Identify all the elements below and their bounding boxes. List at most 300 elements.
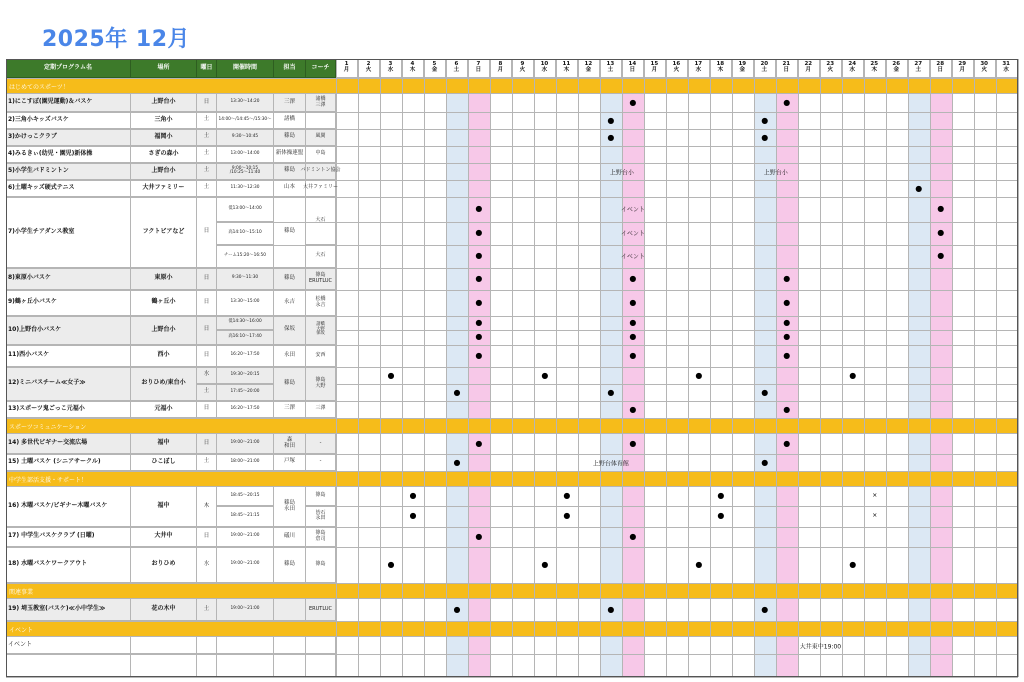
day-header-14: [622, 59, 644, 78]
event-note: イベント: [620, 230, 645, 238]
program-staff: 山本: [274, 180, 306, 197]
day-weekday: 金: [739, 67, 746, 73]
program-name: 12)ミニバスチーム≪女子≫: [6, 367, 131, 401]
day-number: 29: [958, 61, 967, 68]
program-weekday: 土: [197, 454, 217, 471]
grid-line: [930, 59, 931, 677]
program-time: 19:00～21:00: [217, 599, 274, 621]
program-time: 13:30～14:20: [217, 94, 274, 112]
program-place: おりひめ: [131, 547, 197, 583]
program-coach: 諸橋 三澤: [306, 94, 336, 112]
program-staff: 諸橋: [274, 112, 306, 129]
grid-line: [336, 330, 1018, 331]
day-header-2: [358, 59, 380, 78]
program-time: 9:30～10:45: [217, 129, 274, 146]
empty-cell: [274, 654, 306, 677]
day-weekday: 月: [805, 67, 812, 73]
grid-line: [1018, 59, 1019, 677]
grid-line: [490, 59, 491, 677]
day-weekday: 木: [563, 67, 570, 73]
program-staff: 三澤: [274, 94, 306, 112]
program-coach: 大井ファミリー: [306, 180, 336, 197]
program-staff: 篠島: [274, 163, 306, 180]
program-coach: 皆石 永田: [306, 506, 336, 527]
program-place: 花の木中: [131, 599, 197, 621]
program-weekday: 土: [197, 163, 217, 180]
program-place: 三角小: [131, 112, 197, 129]
day-header-20: [754, 59, 776, 78]
day-header-7: [468, 59, 490, 78]
day-number: 13: [606, 61, 615, 68]
session-dot: ●: [475, 351, 483, 360]
program-weekday: 水: [197, 367, 217, 384]
program-time: 19:30～20:15: [217, 367, 274, 384]
program-name: 15) 土曜バスケ (シニアサークル): [6, 454, 131, 471]
session-dot: ●: [783, 98, 791, 107]
program-coach: 三澤: [306, 401, 336, 418]
day-number: 6: [454, 61, 459, 68]
grid-line: [336, 384, 1018, 385]
program-place: さぎの森小: [131, 146, 197, 163]
program-staff: 保坂: [274, 316, 306, 345]
program-staff: 篠島: [274, 197, 306, 268]
day-number: 19: [738, 61, 747, 68]
program-name: 10)上野台小バスケ: [6, 316, 131, 345]
grid-line: [6, 78, 1018, 79]
day-number: 10: [540, 61, 549, 68]
program-time: 19:00～21:00: [217, 434, 274, 454]
empty-cell: [131, 654, 197, 677]
session-dot: ●: [629, 332, 637, 341]
session-dot: ●: [629, 532, 637, 541]
day-header-22: [798, 59, 820, 78]
day-number: 7: [476, 61, 481, 68]
section-header: イベント: [6, 621, 1018, 637]
day-number: 17: [694, 61, 703, 68]
program-weekday: 日: [197, 290, 217, 316]
day-header-17: [688, 59, 710, 78]
grid-line: [908, 59, 909, 677]
program-weekday: 日: [197, 197, 217, 268]
day-header-8: [490, 59, 512, 78]
session-dot: ●: [629, 298, 637, 307]
program-staff: 篠島: [274, 129, 306, 146]
program-name: 7)小学生チアダンス教室: [6, 197, 131, 268]
day-weekday: 日: [783, 67, 790, 73]
program-weekday: 土: [197, 112, 217, 129]
session-dot: ●: [783, 332, 791, 341]
program-staff: 篠島: [274, 268, 306, 290]
day-number: 12: [584, 61, 593, 68]
grid-line: [6, 621, 1018, 622]
day-number: 24: [848, 61, 857, 68]
section-header: スポーツコミュニケーション: [6, 418, 1018, 434]
program-time: 低13:00～14:00: [217, 197, 274, 222]
day-number: 15: [650, 61, 659, 68]
day-number: 11: [562, 61, 571, 68]
program-coach: 中島: [306, 146, 336, 163]
header-program: 定期プログラム名: [6, 59, 131, 78]
day-header-11: [556, 59, 578, 78]
day-header-15: [644, 59, 666, 78]
day-header-10: [534, 59, 556, 78]
event-row-label: イベント: [6, 637, 131, 654]
grid-line: [820, 59, 821, 677]
program-time: 高16:10～17:40: [217, 330, 274, 345]
grid-line: [217, 330, 274, 331]
section-header: 関連事業: [6, 583, 1018, 599]
page-title: 2025年 12月: [42, 27, 191, 52]
grid-line: [974, 59, 975, 677]
program-coach: 大石: [306, 245, 336, 268]
day-weekday: 土: [761, 67, 768, 73]
program-coach: [306, 112, 336, 129]
program-weekday: 日: [197, 527, 217, 547]
grid-line: [996, 59, 997, 677]
venue-note: 上野台小: [609, 169, 634, 176]
day-header-29: [952, 59, 974, 78]
day-weekday: 火: [827, 67, 834, 73]
cancel-mark: ×: [872, 512, 878, 519]
event-note: イベント: [620, 253, 645, 261]
day-number: 8: [498, 61, 503, 68]
program-place: 鶴ヶ丘小: [131, 290, 197, 316]
session-dot: ●: [387, 371, 395, 380]
program-name: 5)小学生バドミントン: [6, 163, 131, 180]
session-dot: ●: [607, 115, 615, 125]
program-staff: 戸塚: [274, 454, 306, 471]
program-place: 上野台小: [131, 316, 197, 345]
day-weekday: 金: [585, 67, 592, 73]
empty-cell: [6, 654, 131, 677]
program-name: 3)かけっこクラブ: [6, 129, 131, 146]
program-weekday: 土: [197, 146, 217, 163]
program-time: 19:00～21:00: [217, 527, 274, 547]
session-dot: ●: [717, 491, 725, 500]
grid-line: [197, 384, 274, 385]
program-weekday: 日: [197, 434, 217, 454]
day-header-18: [710, 59, 732, 78]
day-weekday: 火: [981, 67, 987, 73]
day-weekday: 水: [387, 67, 394, 73]
session-dot: ●: [607, 605, 615, 614]
session-dot: ●: [563, 491, 571, 500]
section-header: はじめてのスポーツ！: [6, 78, 1018, 94]
program-time: 高14:10～15:10: [217, 222, 274, 245]
program-coach: -: [306, 454, 336, 471]
program-weekday: 木: [197, 487, 217, 527]
session-dot: ●: [475, 228, 483, 237]
header-coach: コーチ: [306, 59, 336, 78]
day-header-27: [908, 59, 930, 78]
program-place: 元福小: [131, 401, 197, 418]
program-name: 13)スポーツ鬼ごっこ元福小: [6, 401, 131, 418]
day-weekday: 土: [915, 67, 921, 73]
program-coach: 篠島 大野: [306, 367, 336, 401]
program-time: 11:30～12:30: [217, 180, 274, 197]
day-weekday: 水: [1003, 67, 1009, 73]
day-header-23: [820, 59, 842, 78]
empty-cell: [306, 654, 336, 677]
session-dot: ●: [409, 491, 417, 500]
day-header-5: [424, 59, 446, 78]
grid-line: [468, 59, 469, 677]
section-header: 中学生部活支援・サポート！: [6, 471, 1018, 487]
program-staff: [274, 599, 306, 621]
grid-line: [512, 59, 513, 677]
session-dot: ●: [695, 371, 703, 380]
program-coach: 諸橋 大野 保坂: [306, 316, 336, 345]
session-dot: ●: [783, 318, 791, 327]
event-note: 大井東中19:00: [799, 643, 842, 650]
grid-line: [798, 59, 799, 677]
day-header-4: [402, 59, 424, 78]
day-number: 1: [344, 61, 349, 68]
program-name: 16) 木曜バスケ/ビギナー木曜バスケ: [6, 487, 131, 527]
program-staff: 永吉: [274, 290, 306, 316]
program-name: 2)三角小キッズバスケ: [6, 112, 131, 129]
day-header-6: [446, 59, 468, 78]
header-place: 場所: [131, 59, 197, 78]
program-coach: 篠島: [306, 547, 336, 583]
program-staff: 篠島: [274, 367, 306, 401]
day-number: 14: [628, 61, 637, 68]
program-place: 上野台小: [131, 163, 197, 180]
program-coach: 篠島 ERUTLUC: [306, 268, 336, 290]
day-number: 21: [782, 61, 791, 68]
day-number: 5: [432, 61, 437, 68]
program-coach: 風間: [306, 129, 336, 146]
program-weekday: 日: [197, 268, 217, 290]
session-dot: ●: [937, 251, 945, 260]
day-weekday: 木: [871, 67, 877, 73]
program-coach: -: [306, 434, 336, 454]
day-weekday: 土: [607, 67, 614, 73]
day-header-19: [732, 59, 754, 78]
grid-line: [6, 418, 1018, 419]
grid-line: [952, 59, 953, 677]
day-weekday: 日: [475, 67, 482, 73]
program-weekday: 日: [197, 345, 217, 367]
program-name: 9)鶴ヶ丘小バスケ: [6, 290, 131, 316]
grid-line: [6, 677, 1018, 678]
session-dot: ●: [607, 132, 615, 142]
day-header-28: [930, 59, 952, 78]
schedule-grid: [6, 59, 1018, 677]
program-time: 18:45～21:15: [217, 506, 274, 527]
day-number: 27: [914, 61, 923, 68]
program-time: 16:20～17:50: [217, 401, 274, 418]
program-weekday: 土: [197, 384, 217, 401]
program-name: 18) 水曜バスケワークアウト: [6, 547, 131, 583]
program-name: 11)西小バスケ: [6, 345, 131, 367]
session-dot: ●: [761, 457, 769, 467]
event-note: イベント: [620, 206, 645, 214]
venue-note: 上野台小: [763, 169, 788, 176]
day-number: 2: [366, 61, 371, 68]
header-time: 開催時間: [217, 59, 274, 78]
program-time: 9:30～11:30: [217, 268, 274, 290]
day-header-25: [864, 59, 886, 78]
empty-cell: [217, 637, 274, 654]
grid-line: [402, 59, 403, 677]
program-place: 福中: [131, 487, 197, 527]
session-dot: ●: [761, 388, 769, 397]
program-time: チーム15:20～16:50: [217, 245, 274, 268]
day-number: 9: [520, 61, 525, 68]
empty-cell: [131, 637, 197, 654]
grid-line: [217, 222, 1018, 223]
venue-note: 上野台体育館: [592, 460, 629, 467]
day-number: 30: [980, 61, 989, 68]
session-dot: ●: [475, 274, 483, 283]
program-name: 14) 多世代ビギナー交流広場: [6, 434, 131, 454]
program-name: 17) 中学生バスケクラブ (日曜): [6, 527, 131, 547]
session-dot: ●: [607, 388, 615, 397]
day-weekday: 木: [409, 67, 416, 73]
grid-line: [556, 59, 557, 677]
program-time: 9:00～10:15 /10:25～11:40: [217, 163, 274, 180]
session-dot: ●: [937, 204, 945, 213]
session-dot: ●: [387, 560, 395, 569]
empty-cell: [306, 637, 336, 654]
session-dot: ●: [409, 511, 417, 520]
program-coach: バドミントン協会: [306, 163, 336, 180]
day-header-1: [336, 59, 358, 78]
day-weekday: 火: [673, 67, 680, 73]
grid-line: [424, 59, 425, 677]
day-number: 16: [672, 61, 681, 68]
program-weekday: 日: [197, 94, 217, 112]
session-dot: ●: [475, 439, 483, 448]
program-place: フクトピアなど: [131, 197, 197, 268]
day-number: 18: [716, 61, 725, 68]
session-dot: ●: [563, 511, 571, 520]
day-weekday: 水: [849, 67, 856, 73]
day-number: 26: [892, 61, 901, 68]
program-time: 19:00～21:00: [217, 547, 274, 583]
program-staff: 篠島 永田: [274, 487, 306, 527]
program-time: 16:20～17:50: [217, 345, 274, 367]
grid-line: [217, 245, 1018, 246]
program-staff: 森 和田: [274, 434, 306, 454]
grid-line: [6, 583, 1018, 584]
program-place: ひこぼし: [131, 454, 197, 471]
day-header-31: [996, 59, 1018, 78]
program-place: 福岡小: [131, 129, 197, 146]
day-header-13: [600, 59, 622, 78]
grid-line: [380, 59, 381, 677]
session-dot: ●: [629, 98, 637, 107]
program-time: 13:00～14:00: [217, 146, 274, 163]
day-weekday: 火: [365, 67, 372, 73]
program-place: 大井中: [131, 527, 197, 547]
day-weekday: 金: [431, 67, 438, 73]
header-weekday: 曜日: [197, 59, 217, 78]
session-dot: ●: [475, 204, 483, 213]
program-time: 17:45～20:00: [217, 384, 274, 401]
session-dot: ●: [783, 351, 791, 360]
empty-cell: [197, 654, 217, 677]
grid-line: [776, 59, 777, 677]
grid-line: [666, 59, 667, 677]
day-weekday: 日: [629, 67, 636, 73]
session-dot: ●: [783, 298, 791, 307]
program-name: 8)東原小バスケ: [6, 268, 131, 290]
program-weekday: 土: [197, 599, 217, 621]
session-dot: ●: [849, 560, 857, 569]
day-header-9: [512, 59, 534, 78]
day-header-30: [974, 59, 996, 78]
day-weekday: 月: [497, 67, 504, 73]
session-dot: ●: [475, 532, 483, 541]
grid-line: [622, 59, 623, 677]
program-time: 13:30～15:00: [217, 290, 274, 316]
grid-line: [306, 506, 1018, 507]
session-dot: ●: [453, 388, 461, 397]
day-number: 4: [410, 61, 415, 68]
program-place: 上野台小: [131, 94, 197, 112]
grid-line: [754, 59, 755, 677]
day-weekday: 金: [893, 67, 899, 73]
session-dot: ●: [783, 274, 791, 283]
program-weekday: 土: [197, 129, 217, 146]
grid-line: [600, 59, 601, 677]
grid-line: [688, 59, 689, 677]
grid-line: [732, 59, 733, 677]
day-header-3: [380, 59, 402, 78]
program-name: 6)土曜キッズ硬式テニス: [6, 180, 131, 197]
program-time: 18:45～20:15: [217, 487, 274, 506]
session-dot: ●: [629, 439, 637, 448]
day-header-16: [666, 59, 688, 78]
empty-cell: [197, 637, 217, 654]
day-weekday: 水: [695, 67, 702, 73]
program-coach: 篠島 倉司: [306, 527, 336, 547]
session-dot: ●: [453, 457, 461, 467]
session-dot: ●: [629, 318, 637, 327]
session-dot: ●: [475, 332, 483, 341]
session-dot: ●: [629, 351, 637, 360]
session-dot: ●: [783, 439, 791, 448]
program-coach: ERUTLUC: [306, 599, 336, 621]
day-number: 22: [804, 61, 813, 68]
program-coach: 安西: [306, 345, 336, 367]
program-staff: 三澤: [274, 401, 306, 418]
program-place: 東原小: [131, 268, 197, 290]
program-place: 福中: [131, 434, 197, 454]
program-weekday: 日: [197, 401, 217, 418]
program-name: 1)にこすぽ(園児運動)＆バスケ: [6, 94, 131, 112]
program-place: おりひめ/東台小: [131, 367, 197, 401]
session-dot: ●: [475, 318, 483, 327]
program-place: 大井ファミリー: [131, 180, 197, 197]
grid-line: [842, 59, 843, 677]
day-weekday: 月: [959, 67, 965, 73]
day-header-24: [842, 59, 864, 78]
header-staff: 担当: [274, 59, 306, 78]
day-number: 28: [936, 61, 945, 68]
session-dot: ●: [541, 371, 549, 380]
session-dot: ●: [761, 115, 769, 125]
program-time: 14:00～/14:45～/15:30～: [217, 112, 274, 129]
grid-line: [710, 59, 711, 677]
grid-line: [446, 59, 447, 677]
program-staff: 礒川: [274, 527, 306, 547]
program-coach: 松橋 永吉: [306, 290, 336, 316]
day-weekday: 月: [651, 67, 658, 73]
program-staff: 篠島: [274, 547, 306, 583]
